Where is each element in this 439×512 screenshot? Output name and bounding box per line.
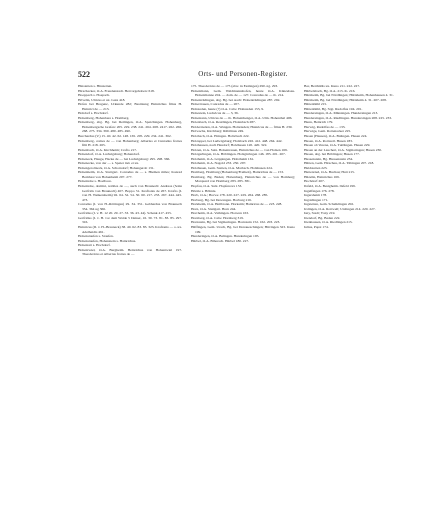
register-entry: Holzhausen, nach Heudorf; Holzhusen 120. 420. 322. (191, 143, 268, 148)
register-entry: Bar, Berthildis ux. Kuno 211. 222. 227. (304, 84, 360, 88)
register-entry: Holzheim, O.A. Nagold 233. 250. 297. (191, 161, 247, 166)
register-entry: Homberg, Homburg (Hohenburg/Freiheit), Hainrichus de — 153. (191, 170, 284, 175)
register-entry: Hohenthann, Gem. Waldmannshofen, heute O.A. Künzelsau. Hohenthanne 204. — dom. de — 127. Conradus de — ib. 214. (191, 88, 295, 98)
register-entry: Holzhusen, Gem. Stetten, O.A. Marbach. Holzhusen 224. (191, 165, 273, 170)
register-entry: Hohenlohe, domini, nobiles de —, auch von Braunech: Andreas (Sohn Gotfrids von Braunech) 407. Boppo 51. Kraftonis de 267. Krafto (I. von H. Weikersheim) 92. 64. 52. 54. 50. 60. 217. 233. 267. 444. 445. 473. (78, 184, 182, 202)
register-entry: Hohenberg, abg. Bg. bei Deilingen, O.A. Spaichingen. Hohenberg, Hohenbergsche Grafen: 205. 229. 238. 241. 264. 268. 2417. 262. 266. 268. 275. 334. 390. 480. 485. 490. (78, 120, 182, 134)
register-column-2 (191, 84, 295, 499)
register-entry: Hofen bei Bregenz, Urkunde 282; Besitzung Hainrichus filius H. Hainrici de — 213. (78, 102, 182, 111)
register-entry: Husen, abg. bei Böblingen; Husen 177. (304, 152, 360, 157)
register-entry: Gotfridus (I. v. H. 12 20. 29. 27. 33. 36. 43. 44). Schenk 417. 455. (78, 211, 172, 216)
register-entry: Hürnheim, Bg. bei Nördlingen; Hürnhaim, Hohenhausen 4. 31. (304, 93, 394, 98)
register-entry: Ingstetten, Gem. Schelklingen 202. (304, 202, 355, 207)
register-entry: Ittendorf, Bg. Baden 222. (304, 215, 341, 220)
register-entry: Hurwige, Gem. Rottenacker 225. (304, 129, 352, 134)
page-header (78, 70, 408, 80)
register-entry: Hohenberg, comes de — von Hohenberg; Albertus et Cunradus fratres filii H. 218. 265. (78, 138, 182, 148)
register-entry: Husen an der Lauchert, O.A. Sigmaringen; Husen 230. (304, 147, 382, 152)
register-entry: Hinstetten s. Hinstetten. (78, 84, 113, 88)
register-entry: Hohenberg, Hohenbere s. Homberg. (78, 115, 130, 120)
register-entry: Ingelfingen 176. 278. (304, 188, 335, 193)
register-entry: Hörnle s. Höhnle. (191, 188, 217, 193)
register-entry: Horkheim, O.A. Heilbronn. Horkaim; Hainricus de — 223. 228. (191, 202, 283, 207)
register-entry: Hochdorf 207. (304, 179, 325, 184)
register-entry: Hundersingen, O.A. Riedlingen. Hundersingen 208. 225. 233. (304, 115, 392, 120)
register-entry: Hohentatt s. Hochdorf. (78, 243, 111, 248)
register-entry: Holzen, O.A. Sulz. Hohentrauen, Hainrichus de — von Holzen 169. (191, 147, 288, 152)
register-entry: Hürbelsbach, Bg. O.A. 215. ib. 216. (304, 88, 356, 93)
register-entry: Hohsteden, heute (?) O.A. Calw. Hohsteden 153, 9. (191, 106, 264, 111)
register-entry: Gotfridus (I. v. H. vor dem Walde 5 Deiner, 16. 30. 73. 81. 83. 85. 297. 316. (78, 215, 182, 225)
register-entry: Horn, O.A. Stuttgart. Horn 244. (191, 206, 237, 211)
register-entry: Ingersheim 178. (304, 193, 328, 198)
register-entry: Hohendorf, O.A. Ludwigsburg; Hohendorf. (78, 152, 140, 157)
register-entry: Hurwig, Rudolfus de — 133. (304, 124, 346, 129)
register-entry: Ingoldingen 171. (304, 197, 329, 202)
register-entry: Hüttenbühl 215. (304, 102, 328, 107)
register-entry: Irslingen, O.A. Rottweil; Urslingen 214. 220. 227. (304, 206, 376, 211)
register-columns (78, 84, 408, 499)
register-entry: Hohentrüdingen, abg. Bg. bei Aach: Hohentrüdingen 287. 292. (191, 97, 281, 102)
register-entry: Isny, Stadt; Ysny 219. (304, 211, 336, 216)
register-entry: Hohenlohe s. Hoelbace. (78, 179, 112, 184)
register-entry: Conradus (I. von H.-Röttingen) 29. 34. 351. Gebhardus von Braunech 354. 364 ug 366. (78, 202, 182, 211)
register-entry: Holwachs, Kirchberg: Rübilinus 249. (191, 129, 245, 134)
register-entry: Hüffingen, Gem. Urach, Bg. bei Donaueschingen; Hüvingen 323. Kuno 199. (191, 224, 295, 234)
register-entry: Hunderingen, O.A. Balingen. Hunderingen 195. (191, 234, 260, 239)
register-entry: Husen (Hausen), O.A. Balingen. Husen 224. (304, 134, 368, 139)
register-entry: Hunn, Heinrich 179. (304, 120, 334, 125)
register-column-3 (304, 84, 408, 499)
register-entry: Hürnheim, Bg. bei Nördlingen; Hürnhaim 4. 31. 207. 208. (304, 97, 387, 102)
register-entry: Husen ob Verena, O.A. Tuttlingen. Husen 229. (304, 143, 371, 148)
page-title: Orts- und Personen-Register. (198, 70, 288, 78)
register-entry: Hundersingen, O.A. Münsingen. Hundersingen 213. (304, 111, 379, 116)
register-entry: Hüttenbühl, Bg. Stgt. Rudolfus 194. 201. (304, 106, 363, 111)
register-entry: Holzheim, O.A. Göppingen. Holtzheim 161. (191, 156, 255, 161)
register-entry: Horb, O.A.; Horwe 178. 220. 227. 229. 264. 268. 285. (191, 193, 269, 198)
register-entry: Hohertrauen, Conradus de — 207. (191, 102, 240, 107)
register-entry: Hohentwiel, O.A. Bergheim. Heinrichus von Hohentwiel 197. Theodericus et Albertus fratres de — (78, 247, 182, 257)
register-column-1 (78, 84, 182, 499)
register-entry: Hohenecke, von der — s. Speier ind. et ux. (78, 161, 140, 166)
register-entry: Hohenstaufen s. Stoufen. (78, 234, 114, 239)
register-entry: Hövelin, Ulricus et ux. Guta 418. (78, 97, 126, 102)
register-entry: Hüzelin, Hainrichus 169. (304, 174, 340, 179)
register-entry: Holenbach, O.A. Reutlingen, Holenbach 287. (191, 120, 256, 125)
register-entry: Hohestein, Ludwicus de — 3, 36. (191, 111, 239, 116)
register-entry: Huttenried, O.A. Buchau; Hutt 215. (304, 170, 355, 175)
register-entry: Hoeppach s. Hoepach. (78, 93, 110, 98)
register-entry: Ittenhausen, O.A. Riedlingen 215. (304, 220, 353, 225)
register-entry: Hohenheim, O.A. Stuttgart. Conradus de — s. Hiemen miles; Konrad Bombast von Hohenheim 207. 277. (78, 170, 182, 179)
register-entry: Hütten, Gem. Hirschau, O.A. Tübingen 207. 218. (304, 161, 375, 166)
register-entry: Holderrieden, O.A. Wangen. Holnrieden; Hainricus de — filius H. 239. (191, 124, 293, 129)
register-entry: Hopfau, O.A. Sulz. Hopfenova 153. (191, 184, 243, 189)
register-entry: Hornberg, O.A. Calw. Hornberg 319. (191, 215, 244, 220)
register-entry: Hürbel, O.A. Biberach. Hürbel 180. 227. (191, 238, 250, 243)
register-entry: Burchardus (V.) 15. 40. 42. 62. 148. 165. 205. 229. 234. 241. 362. (78, 134, 172, 139)
register-entry: Ilsfeld, O.A. Besigheim. Ilsfeld 199. (304, 184, 356, 189)
register-entry: Iulius, Papst 174. (304, 224, 329, 229)
register-entry: Hornstein, Bg. bei Sigmaringen. Hornstein 152. 162. 203. 223. (191, 220, 281, 225)
register-entry: Hohdorf s. Hochdorf. (78, 111, 109, 116)
register-entry: Hohenstaufen, Hohenstein s. Hainrichus. (78, 238, 137, 243)
register-entry: Huldstetten 223. (304, 165, 328, 170)
page-number: 522 (78, 70, 90, 79)
register-entry: Hoheneck, Hauge, Hacke de — bei Ludwigsburg: 295. 298. 366. (78, 156, 171, 161)
register-entry: Homburg, Bg. Baden; Hobenburg, Hainrichus de — von Homberg; Marquard von Homberg 283. 285. 381. (191, 174, 295, 184)
register-entry: Husen, O.A. Rottweil. Husen 183. (304, 138, 353, 143)
register-entry: 175. Theodericus de — 175 (abw. in Esslingen) 290. ng. 293. (191, 84, 279, 88)
register-entry: Hirschacker, O.A. Freudenstadt. Hervorgehoben: 618. (78, 88, 155, 93)
register-entry: Holzbach, O.A. Ehingen. Holtzbach 222. (191, 134, 250, 139)
register-entry: Horrheim, O.A. Vaihingen. Horwen 163. (191, 211, 249, 216)
register-entry: Holzappel, bei Ludwigsburg; Holzbach 226. 412. 448. 264. 442. (191, 138, 283, 143)
register-entry: Hussenstein, Bg. Hussenstein 234. (304, 156, 354, 161)
register-entry: Horburg, Bg. bei Dewangen. Horburg 216. (191, 197, 252, 202)
register-entry: Hohenbach, O.A. Kirchheim; Crafto 217. (78, 147, 137, 152)
register-entry: Hohentann, Ulricus de — ib. Hohenthenger, O.A. Ulm. Hohenthal 406. (191, 115, 293, 120)
register-entry: Holzgerlingen, O.A. Böblingen. Holzgirringen 146. 185. 201. 207. (191, 152, 286, 157)
register-entry: Hohengeroltzeck, O.A. Schorndorf; Hohengerolt 131. (78, 165, 155, 170)
register-entry: Hainricus (II. v. H.-Brauneck) 38. 40. 62. 83. 83. 323. Kraftonis — o. ux. Adelheidis 461. (78, 224, 182, 234)
